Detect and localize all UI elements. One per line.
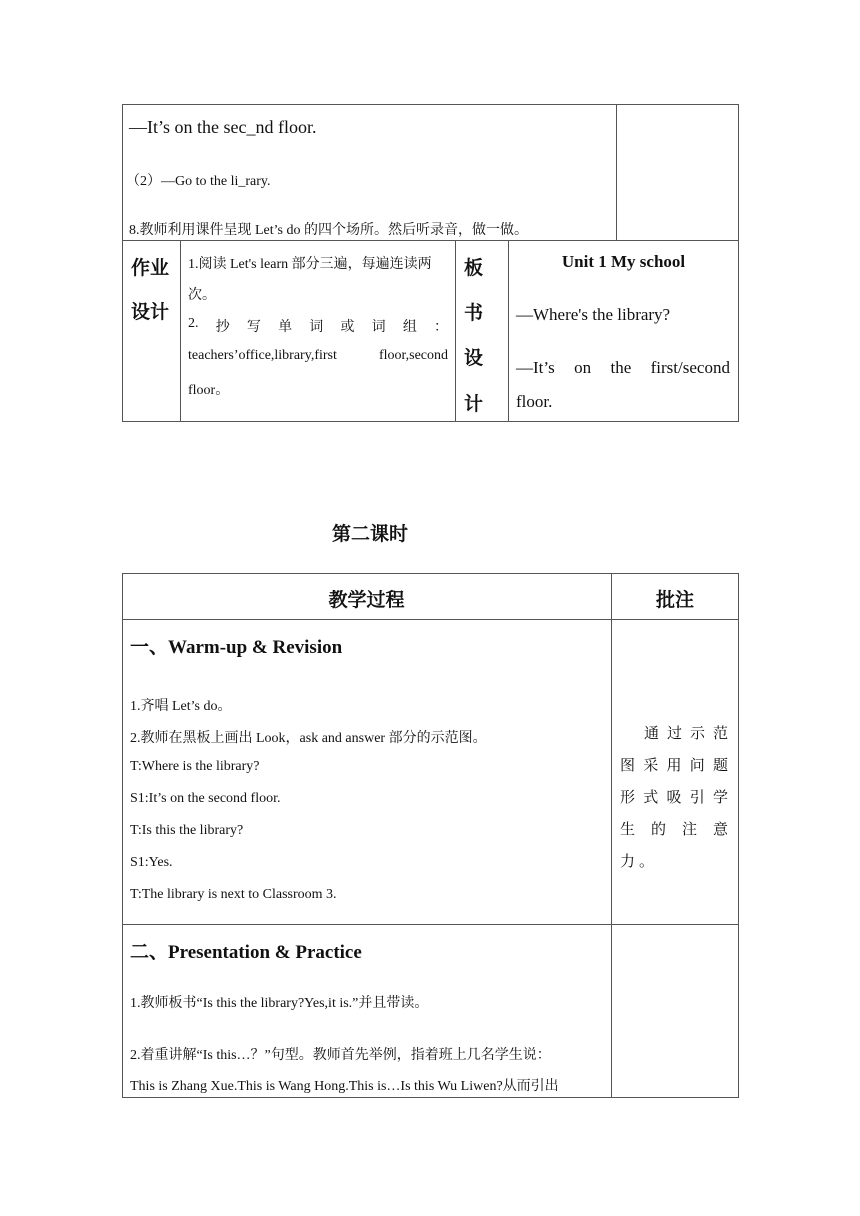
homework-word: 写 <box>246 320 261 335</box>
homework-word: 词 <box>309 320 324 335</box>
board-word: the <box>610 358 632 377</box>
board-label: 书 <box>464 302 484 324</box>
board-line <box>516 358 730 378</box>
table-divider <box>122 240 739 241</box>
procedure-line: S1:It’s on the second floor. <box>130 791 281 806</box>
board-label: 计 <box>464 393 484 415</box>
table-divider <box>616 104 617 241</box>
procedure-line: S1:Yes. <box>130 855 173 870</box>
homework-word: 2. <box>188 316 199 331</box>
exercise-line: （2）—Go to the li_rary. <box>126 174 271 189</box>
homework-word: floor,second <box>378 348 448 363</box>
homework-word: 词 <box>371 320 386 335</box>
section-heading: 一、Warm-up & Revision <box>130 637 343 658</box>
step-line: 8.教师利用课件呈现 Let’s do 的四个场所。然后听录音，做一做。 <box>129 223 528 238</box>
board-title: Unit 1 My school <box>561 252 686 271</box>
homework-item: floor。 <box>188 383 230 398</box>
annotation-note: 通过示范图采用问题形式吸引学生的注意力。 <box>620 726 732 870</box>
homework-label: 作业 <box>131 257 170 279</box>
procedure-line: 1.教师板书“Is this the library?Yes,it is.”并且带读。 <box>130 996 429 1011</box>
board-line: —Where's the library? <box>516 305 671 324</box>
header-notes: 批注 <box>655 589 694 611</box>
homework-word: 组 <box>402 320 417 335</box>
table-divider <box>455 240 456 422</box>
homework-word: 抄 <box>215 320 230 335</box>
procedure-line: 2.教师在黑板上画出 Look，ask and answer 部分的示范图。 <box>130 731 487 746</box>
answer-line: —It’s on the sec_nd floor. <box>129 117 317 137</box>
homework-word: 或 <box>340 320 355 335</box>
board-word: first/second <box>650 358 730 377</box>
procedure-line: T:The library is next to Classroom 3. <box>130 887 337 902</box>
board-word: on <box>574 358 592 377</box>
board-label: 设 <box>464 347 484 369</box>
homework-word: teachers’office,library,first <box>188 348 337 363</box>
board-word: —It’s <box>516 358 555 377</box>
procedure-line: 1.齐唱 Let’s do。 <box>130 699 232 714</box>
board-label: 板 <box>464 257 484 279</box>
homework-word: 单 <box>278 320 293 335</box>
section-heading: 二、Presentation & Practice <box>130 942 362 963</box>
table-divider <box>122 619 739 620</box>
table-divider <box>122 924 739 925</box>
homework-word: ： <box>434 320 448 335</box>
homework-item <box>188 316 448 336</box>
homework-item <box>188 348 448 364</box>
table-divider <box>180 240 181 422</box>
homework-item: 1.阅读 Let's learn 部分三遍，每遍连读两 <box>188 257 432 272</box>
procedure-line: T:Is this the library? <box>130 823 244 838</box>
procedure-line: 2.着重讲解“Is this…？”句型。教师首先举例，指着班上几名学生说： <box>130 1048 551 1063</box>
procedure-line: T:Where is the library? <box>130 759 260 774</box>
lesson-title: 第二课时 <box>332 523 409 545</box>
board-line: floor. <box>516 392 553 411</box>
procedure-line: This is Zhang Xue.This is Wang Hong.This is…Is this Wu Liwen?从而引出 <box>130 1079 559 1094</box>
header-process: 教学过程 <box>328 589 405 611</box>
homework-label: 设计 <box>131 301 170 323</box>
table-divider <box>611 573 612 1098</box>
homework-item: 次。 <box>188 288 216 303</box>
